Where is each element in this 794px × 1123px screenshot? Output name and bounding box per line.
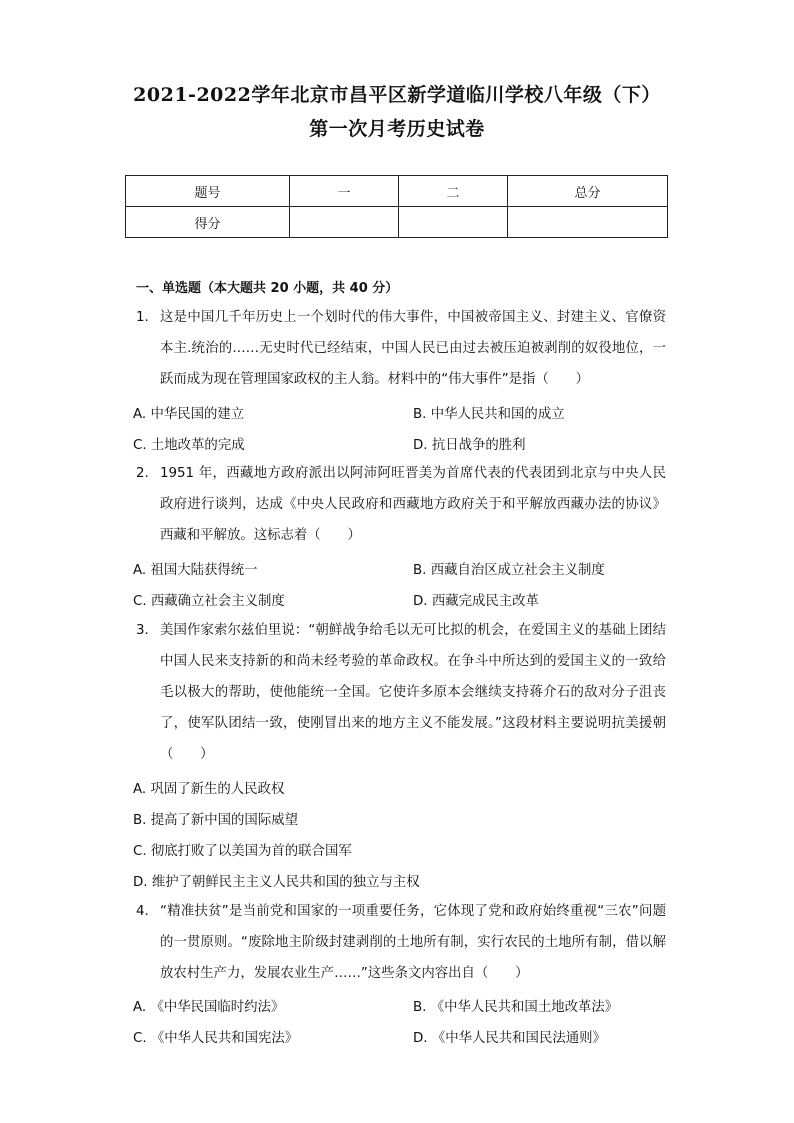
score-header-cell: 总分 (508, 176, 668, 207)
score-row-label: 得分 (126, 207, 290, 238)
question-number: 2. (136, 466, 149, 481)
question-number: 1. (136, 310, 149, 325)
option-d: D. 抗日战争的胜利 (413, 438, 526, 453)
option-a: A. 《中华民国临时约法》 (133, 1000, 285, 1015)
question-stem: “精准扶贫”是当前党和国家的一项重要任务，它体现了党和政府始终重视“三农”问题的一贯原则。“废除地主阶级封建剥削的土地所有制，实行农民的土地所有制，借以解放农村生产力，发展农业生产……”这些条文内容出自（ ） (160, 904, 666, 981)
score-table (125, 175, 668, 238)
question-number: 3. (136, 623, 149, 638)
score-table-header-row (126, 176, 668, 207)
section-title: 一、单选题（本大题共 20 小题，共 40 分） (136, 281, 399, 296)
question-1 (136, 302, 666, 395)
question-stem: 1951 年，西藏地方政府派出以阿沛阿旺晋美为首席代表的代表团到北京与中央人民政府进行谈判，达成《中央人民政府和西藏地方政府关于和平解放西藏办法的协议》西藏和平解放。这标志着（ ） (160, 466, 666, 543)
option-d: D. 西藏完成民主改革 (413, 594, 539, 609)
exam-title-line1: 2021-2022学年北京市昌平区新学道临川学校八年级（下） (133, 84, 661, 106)
score-header-cell: 一 (290, 176, 399, 207)
question-number: 4. (136, 904, 149, 919)
option-c: C. 土地改革的完成 (133, 438, 245, 453)
score-cell (399, 207, 508, 238)
option-d: D. 《中华人民共和国民法通则》 (413, 1031, 606, 1046)
option-b: B. 西藏自治区成立社会主义制度 (413, 563, 605, 578)
option-c: C. 西藏确立社会主义制度 (133, 594, 285, 609)
score-header-cell: 二 (399, 176, 508, 207)
option-b: B. 《中华人民共和国土地改革法》 (413, 1000, 619, 1015)
score-table-score-row (126, 207, 668, 238)
exam-title-line2: 第一次月考历史试卷 (309, 118, 485, 140)
option-b: B. 提高了新中国的国际威望 (133, 813, 298, 828)
question-stem: 美国作家索尔兹伯里说：“朝鲜战争给毛以无可比拟的机会，在爱国主义的基础上团结中国人民来支持新的和尚未经考验的革命政权。在争斗中所达到的爱国主义的一致给毛以极大的帮助，使他能统一全国。它使许多原本会继续支持蒋介石的敌对分子沮丧了，使军队团结一致，使刚冒出来的地方主义不能发展。”这段材料主要说明抗美援朝（ ） (160, 623, 666, 762)
option-a: A. 巩固了新生的人民政权 (133, 782, 285, 797)
question-4 (136, 896, 666, 989)
option-b: B. 中华人民共和国的成立 (413, 407, 565, 422)
option-a: A. 祖国大陆获得统一 (133, 563, 258, 578)
option-c: C. 彻底打败了以美国为首的联合国军 (133, 844, 352, 859)
score-header-cell: 题号 (126, 176, 290, 207)
option-c: C. 《中华人民共和国宪法》 (133, 1031, 299, 1046)
question-3 (136, 615, 666, 770)
option-a: A. 中华民国的建立 (133, 407, 245, 422)
score-cell (508, 207, 668, 238)
score-cell (290, 207, 399, 238)
question-2 (136, 458, 666, 551)
question-stem: 这是中国几千年历史上一个划时代的伟大事件，中国被帝国主义、封建主义、官僚资本主.统治的……无史时代已经结束，中国人民已由过去被压迫被剥削的奴役地位，一跃而成为现在管理国家政权的主人翁。材料中的“伟大事件”是指（ ） (160, 310, 666, 387)
option-d: D. 维护了朝鲜民主主义人民共和国的独立与主权 (133, 875, 420, 890)
